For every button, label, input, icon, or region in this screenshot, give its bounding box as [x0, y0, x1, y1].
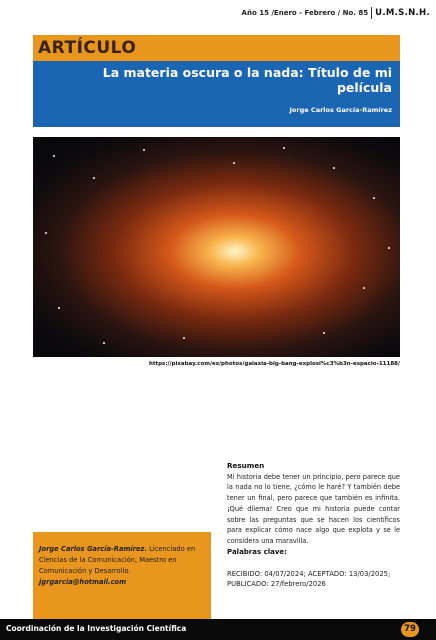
abstract-text: Mi historia debe tener un principio, pero parece que la nada no lo tiene, ¿cómo le haré? Y también debe tener un final, pero parece que también es infinita. ¡Qué dilema! Creo que mi historia puede contar sobre las preguntas que se hacen los científicos para explicar cómo nace algo que explota y se le considera una maravilla. [227, 472, 400, 545]
author-bio [39, 544, 204, 588]
article-title: La materia oscura o la nada: Título de mi película [102, 65, 392, 95]
header-divider [371, 7, 372, 19]
publication-dates: RECIBIDO: 04/07/2024; ACEPTADO: 13/03/2025; PUBLICADO: 27/febrero/2026 [227, 570, 391, 589]
article-author: Jorge Carlos García-Ramírez [289, 106, 392, 114]
footer-organization: Coordinación de la Investigación Científica [6, 624, 187, 633]
galaxy-explosion-image [33, 137, 400, 357]
author-bio-box [33, 532, 211, 620]
bio-author-name: Jorge Carlos García-Ramírez. [39, 545, 147, 553]
page-number: 79 [401, 622, 419, 637]
page-footer [0, 619, 436, 640]
section-tab [33, 35, 400, 61]
section-label: ARTÍCULO [38, 38, 137, 58]
author-email[interactable]: jgrgarcia@hotmail.com [39, 578, 127, 586]
issue-info: Año 15 /Enero - Febrero / No. 85 [241, 9, 369, 17]
image-credit: https://pixabay.com/es/photos/galaxia-big-bang-explosi%c3%b3n-espacio-11188/ [148, 361, 400, 367]
abstract-section [227, 461, 400, 589]
keywords-label: Palabras clave: [227, 547, 287, 556]
article-title-box [33, 35, 400, 127]
issue-header [242, 5, 430, 21]
institution-name: U.M.S.N.H. [375, 8, 430, 18]
abstract-heading: Resumen [227, 461, 265, 470]
bio-description: Licenciado en Ciencias de la Comunicación, Maestro en Comunicación y Desarrollo. [39, 545, 196, 575]
